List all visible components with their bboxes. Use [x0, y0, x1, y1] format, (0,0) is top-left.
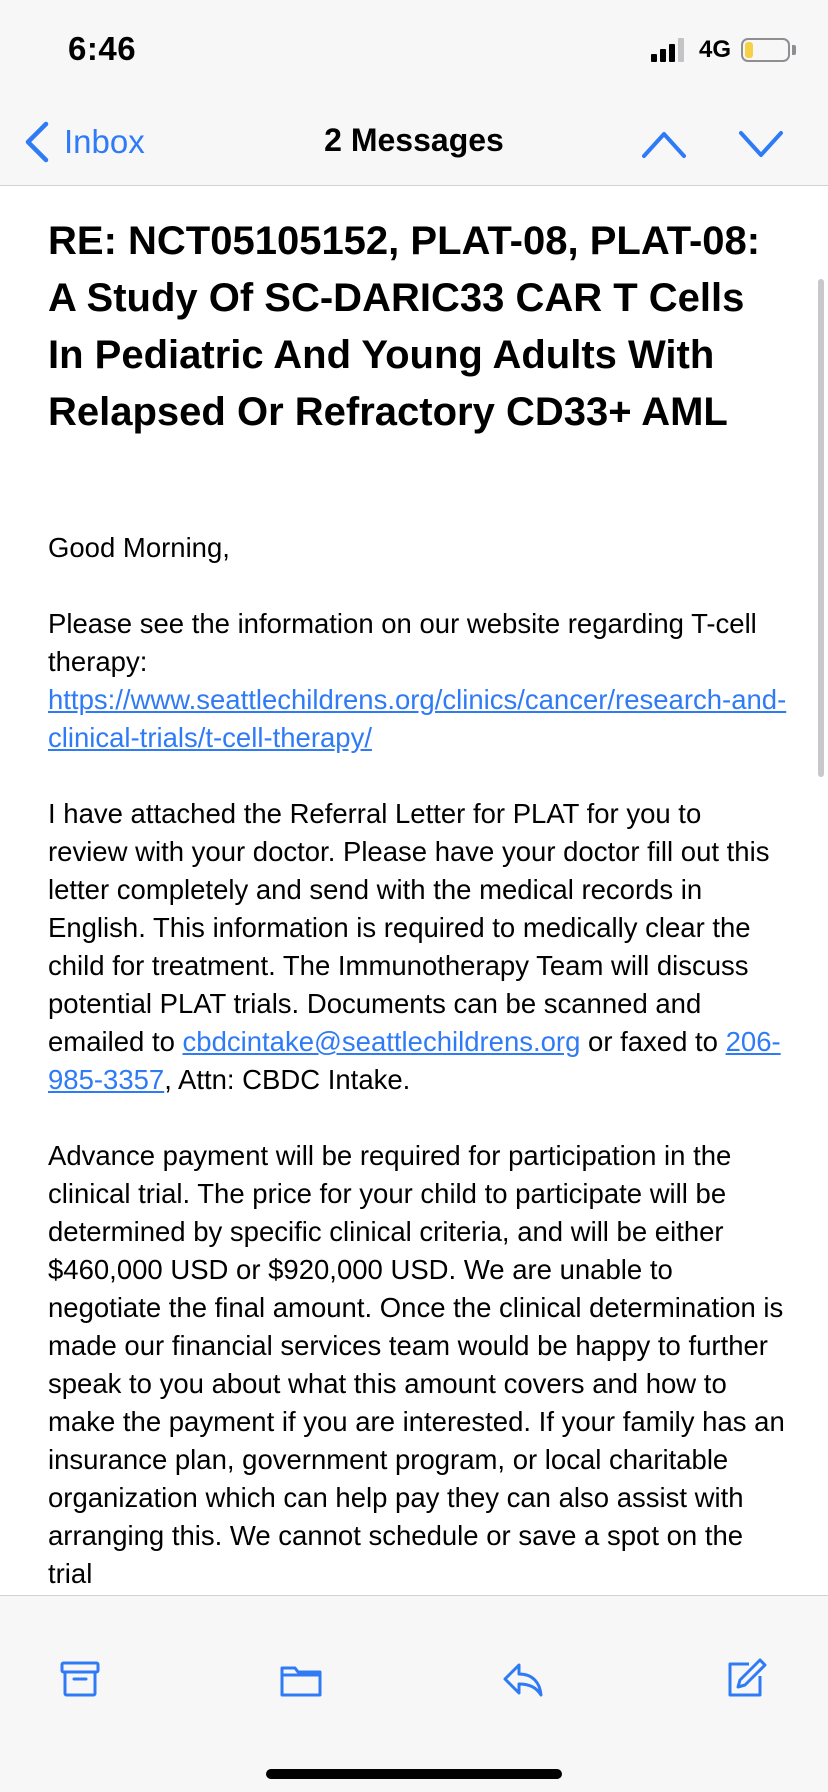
- message-content[interactable]: [0, 187, 828, 1595]
- greeting: Good Morning,: [48, 532, 230, 563]
- signal-bar: [669, 44, 675, 62]
- battery-icon: [741, 38, 790, 62]
- status-time: 6:46: [68, 30, 137, 67]
- reply-icon[interactable]: [501, 1657, 545, 1701]
- folder-icon[interactable]: [279, 1657, 323, 1701]
- email-address-link[interactable]: cbdcintake@seattlechildrens.org: [182, 1026, 581, 1057]
- paragraph-text: Please see the information on our website regarding T-cell therapy:: [48, 608, 757, 677]
- signal-strength-icon: [651, 38, 689, 62]
- nav-bar: [0, 100, 828, 186]
- website-link[interactable]: https://www.seattlechildrens.org/clinics/cancer/research-and-clinical-trials/t-cell-therapy/: [48, 684, 787, 753]
- network-type: 4G: [699, 36, 732, 63]
- status-bar: [0, 0, 828, 100]
- battery-terminal: [792, 45, 796, 55]
- bottom-toolbar: [0, 1595, 828, 1792]
- scrollbar[interactable]: [818, 279, 824, 777]
- battery-level: [745, 42, 753, 58]
- paragraph-text: Advance payment will be required for participation in the clinical trial. The price for your child to participate will be determined by specific clinical criteria, and will be either $460,000 USD or $920,000 USD. We are unable to negotiate the final amount. Once the clinical determination is made our financial services team would be happy to further speak to you about what this amount covers and how to make the payment if you are interested. If your family has an insurance plan, government program, or local charitable organization which can help pay they can also assist with arranging this. We cannot schedule or save a spot on the trial: [48, 1140, 785, 1589]
- compose-icon[interactable]: [723, 1657, 767, 1701]
- fax-number-link[interactable]: 206-985-3357: [48, 1026, 781, 1095]
- back-to-inbox-button[interactable]: [22, 120, 145, 164]
- email-subject: RE: NCT05105152, PLAT-08, PLAT-08: A Study Of SC-DARIC33 CAR T Cells In Pediatric And Young Adults With Relapsed Or Refractory CD33+ AML: [48, 219, 761, 434]
- archive-icon[interactable]: [58, 1657, 102, 1701]
- home-indicator[interactable]: [266, 1769, 562, 1779]
- body-paragraph: [48, 795, 788, 1099]
- chevron-left-icon: [22, 120, 54, 164]
- thread-title: 2 Messages: [324, 122, 504, 158]
- back-label: Inbox: [64, 123, 145, 160]
- signal-bar: [678, 38, 684, 62]
- body-paragraph: [48, 1137, 788, 1593]
- paragraph-text: I have attached the Referral Letter for PLAT for you to review with your doctor. Please have your doctor fill out this letter completely and send with the medical records in English. This information is required to medically clear the child for treatment. The Immunotherapy Team will discuss potential PLAT trials. Documents can be scanned and emailed to: [48, 798, 770, 1057]
- paragraph-text: or faxed to: [588, 1026, 718, 1057]
- signal-bar: [651, 54, 657, 62]
- paragraph-text: , Attn: CBDC Intake.: [164, 1064, 411, 1095]
- chevron-up-icon[interactable]: [639, 128, 689, 160]
- email-body: [48, 529, 788, 1595]
- body-paragraph: [48, 605, 788, 757]
- signal-bar: [660, 49, 666, 62]
- chevron-down-icon[interactable]: [736, 128, 786, 160]
